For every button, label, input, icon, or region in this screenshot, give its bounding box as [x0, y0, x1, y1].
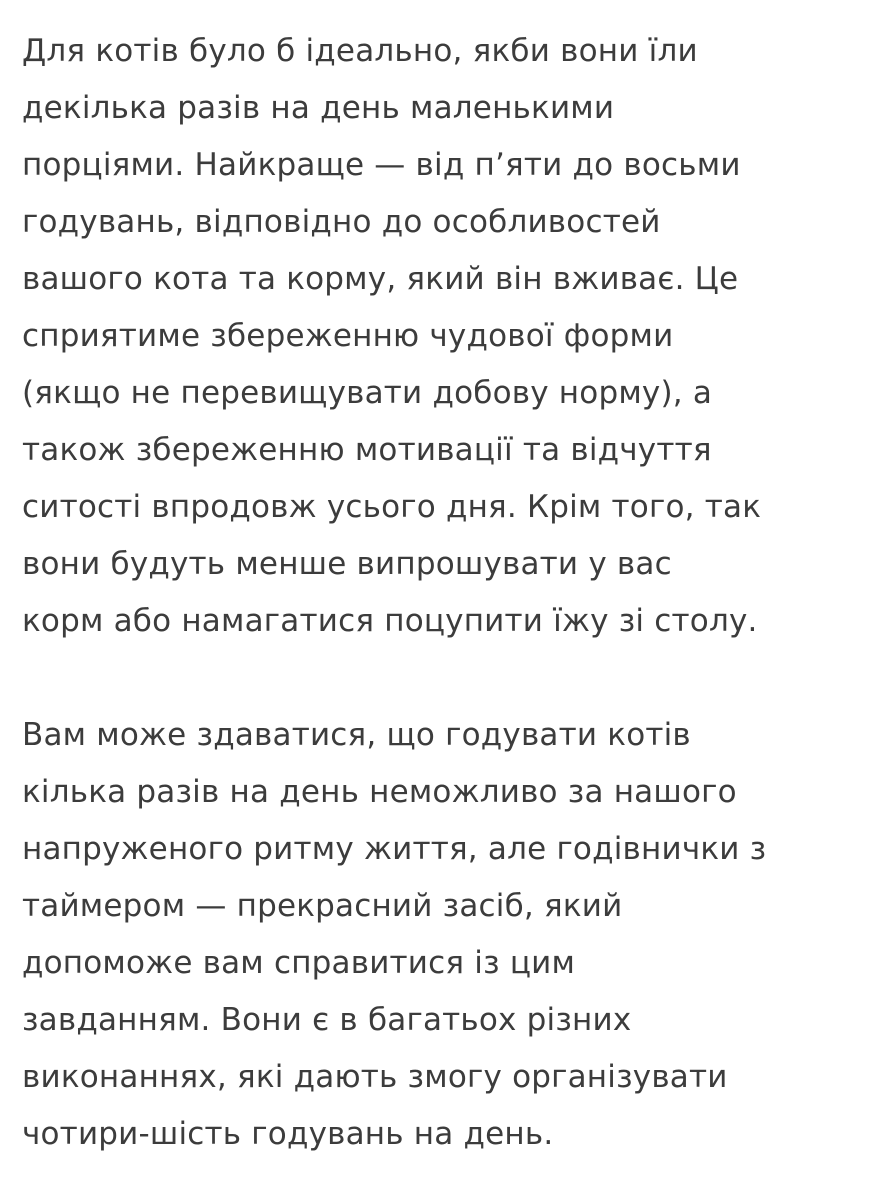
text-line: порціями. Найкраще — від п’яти до восьми: [22, 147, 741, 183]
paragraph-spacer: [22, 650, 862, 707]
text-line: Вам може здаватися, що годувати котів: [22, 717, 691, 753]
text-line: кілька разів на день неможливо за нашого: [22, 774, 737, 810]
text-line: вони будуть менше випрошувати у вас: [22, 546, 672, 582]
text-line: корм або намагатися поцупити їжу зі столу.: [22, 603, 758, 639]
text-line: годувань, відповідно до особливостей: [22, 204, 661, 240]
text-line: завданням. Вони є в багатьох різних: [22, 1002, 632, 1038]
text-line: вашого кота та корму, який він вживає. Це: [22, 261, 739, 297]
text-line: сприятиме збереженню чудової форми: [22, 318, 674, 354]
text-line: допоможе вам справитися із цим: [22, 945, 576, 981]
paragraph-timer-feeders: [22, 707, 862, 1163]
text-line: напруженого ритму життя, але годівнички з: [22, 831, 767, 867]
paragraph-feeding-frequency: [22, 23, 862, 650]
article-body: [22, 23, 862, 1163]
text-line: таймером — прекрасний засіб, який: [22, 888, 623, 924]
text-line: (якщо не перевищувати добову норму), а: [22, 375, 713, 411]
text-line: декілька разів на день маленькими: [22, 90, 615, 126]
text-line: ситості впродовж усього дня. Крім того, так: [22, 489, 762, 525]
text-line: виконаннях, які дають змогу організувати: [22, 1059, 728, 1095]
text-line: також збереженню мотивації та відчуття: [22, 432, 712, 468]
text-line: чотири-шість годувань на день.: [22, 1116, 554, 1152]
text-line: Для котів було б ідеально, якби вони їли: [22, 33, 698, 69]
